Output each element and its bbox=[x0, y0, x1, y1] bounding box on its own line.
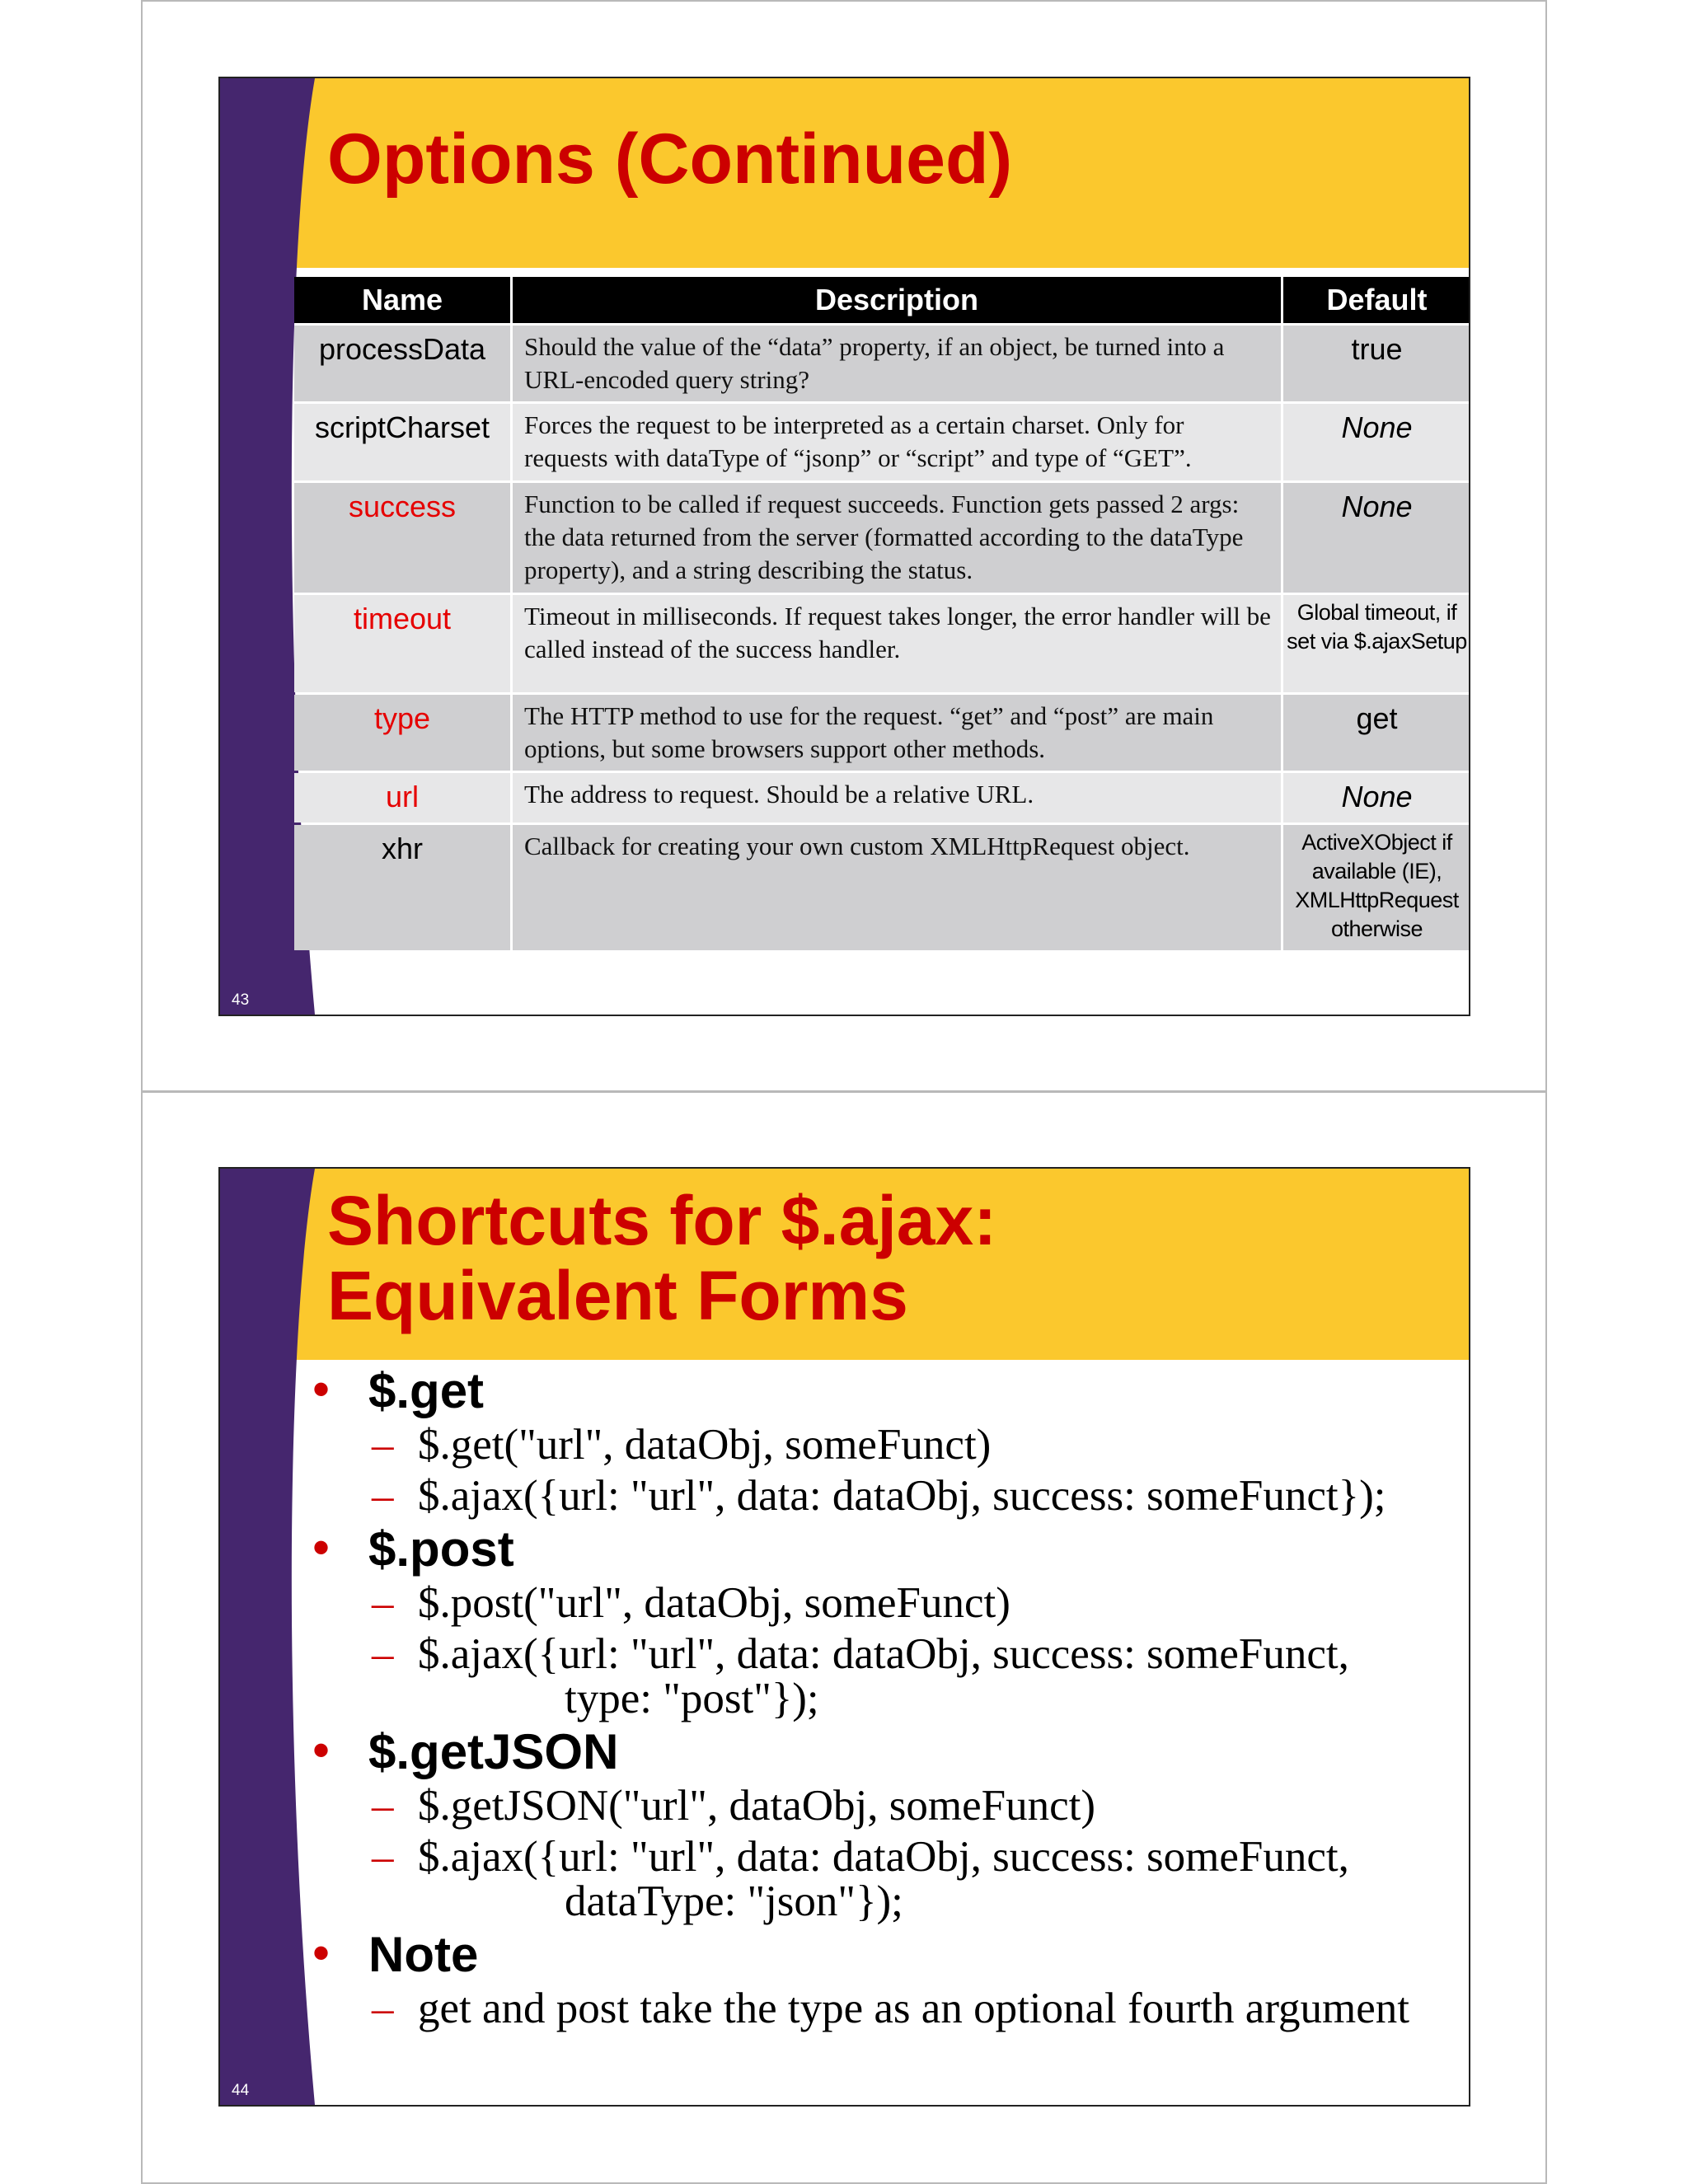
header-description: Description bbox=[513, 277, 1281, 323]
sub-bullet-text: $.getJSON("url", dataObj, someFunct) bbox=[418, 1782, 1095, 1830]
sub-bullet-text: get and post take the type as an optional fourth argument bbox=[418, 1985, 1409, 2032]
bullet-dot: • bbox=[312, 1722, 331, 1778]
bullet-item bbox=[302, 1521, 1456, 1577]
dash-marker: – bbox=[372, 1630, 394, 1678]
sub-bullet-item bbox=[302, 1780, 1456, 1831]
table-header-row bbox=[294, 277, 1470, 323]
bullet-dot: • bbox=[312, 1925, 331, 1980]
dash-marker: – bbox=[372, 1579, 394, 1627]
option-description: The address to request. Should be a relative URL. bbox=[513, 773, 1281, 823]
dash-marker: – bbox=[372, 1782, 394, 1830]
dash-marker: – bbox=[372, 1421, 394, 1469]
option-default: Global timeout, if set via $.ajaxSetup bbox=[1283, 595, 1470, 692]
slide-title-line-1: Shortcuts for $.ajax: bbox=[327, 1182, 997, 1259]
option-default: ActiveXObject if available (IE), XMLHttpRequest otherwise bbox=[1283, 825, 1470, 950]
option-name: timeout bbox=[294, 595, 510, 692]
slide-title: Options (Continued) bbox=[327, 120, 1013, 199]
slide-43 bbox=[218, 77, 1470, 1016]
header-default: Default bbox=[1283, 277, 1470, 323]
sub-bullet-text: $.post("url", dataObj, someFunct) bbox=[418, 1579, 1010, 1627]
sub-bullet-text: $.ajax({url: "url", data: dataObj, success: someFunct, bbox=[418, 1630, 1349, 1678]
header-name: Name bbox=[294, 277, 510, 323]
option-description: Callback for creating your own custom XMLHttpRequest object. bbox=[513, 825, 1281, 950]
slide-title bbox=[327, 1183, 996, 1333]
sub-bullet-text: $.get("url", dataObj, someFunct) bbox=[418, 1421, 992, 1469]
option-name: url bbox=[294, 773, 510, 823]
option-name: success bbox=[294, 483, 510, 593]
slide-number: 43 bbox=[232, 991, 250, 1009]
option-name: scriptCharset bbox=[294, 404, 510, 480]
sub-bullet-item bbox=[302, 1419, 1456, 1470]
bullet-label: $.post bbox=[368, 1521, 514, 1577]
option-description: Function to be called if request succeeds. Function gets passed 2 args: the data returned from the server (formatted according to the dataType property), and a string describing the status. bbox=[513, 483, 1281, 593]
table-row bbox=[294, 483, 1470, 593]
option-default: None bbox=[1283, 773, 1470, 823]
table-row bbox=[294, 825, 1470, 950]
bullet-label: $.get bbox=[368, 1363, 485, 1418]
bullet-item bbox=[302, 1927, 1456, 1983]
dash-marker: – bbox=[372, 1833, 394, 1881]
sub-bullet-continuation: type: "post"}); bbox=[565, 1675, 819, 1722]
sub-bullet-item bbox=[302, 1831, 1456, 1927]
option-name: processData bbox=[294, 326, 510, 401]
sub-bullet-continuation: dataType: "json"}); bbox=[565, 1877, 903, 1925]
option-default: get bbox=[1283, 695, 1470, 771]
bullet-item bbox=[302, 1363, 1456, 1419]
bullet-list bbox=[302, 1360, 1456, 2034]
option-name: xhr bbox=[294, 825, 510, 950]
sub-bullet-item bbox=[302, 1983, 1456, 2034]
dash-marker: – bbox=[372, 1472, 394, 1520]
option-description: Timeout in milliseconds. If request takes longer, the error handler will be called instead of the success handler. bbox=[513, 595, 1281, 692]
sub-bullet-text: $.ajax({url: "url", data: dataObj, success: someFunct}); bbox=[418, 1472, 1386, 1520]
bullet-item bbox=[302, 1724, 1456, 1780]
slide-number: 44 bbox=[232, 2082, 250, 2099]
bullet-dot: • bbox=[312, 1520, 331, 1575]
dash-marker: – bbox=[372, 1985, 394, 2032]
slide-44 bbox=[218, 1167, 1470, 2107]
bullet-label: $.getJSON bbox=[368, 1724, 619, 1779]
table-row bbox=[294, 404, 1470, 480]
bullet-dot: • bbox=[312, 1361, 331, 1417]
option-default: true bbox=[1283, 326, 1470, 401]
slide-title-line-2: Equivalent Forms bbox=[327, 1257, 908, 1334]
table-row bbox=[294, 595, 1470, 692]
sub-bullet-text: $.ajax({url: "url", data: dataObj, success: someFunct, bbox=[418, 1833, 1349, 1881]
table-row bbox=[294, 326, 1470, 401]
option-default: None bbox=[1283, 404, 1470, 480]
bullet-label: Note bbox=[368, 1927, 479, 1982]
option-description: The HTTP method to use for the request. “get” and “post” are main options, but some browsers support other methods. bbox=[513, 695, 1281, 771]
option-description: Forces the request to be interpreted as a certain charset. Only for requests with dataType of “jsonp” or “script” and type of “GET”. bbox=[513, 404, 1281, 480]
option-default: None bbox=[1283, 483, 1470, 593]
table-row bbox=[294, 773, 1470, 823]
option-name: type bbox=[294, 695, 510, 771]
sub-bullet-item bbox=[302, 1577, 1456, 1629]
sub-bullet-item bbox=[302, 1629, 1456, 1724]
options-table bbox=[292, 274, 1470, 953]
table-row bbox=[294, 695, 1470, 771]
option-description: Should the value of the “data” property, if an object, be turned into a URL-encoded query string? bbox=[513, 326, 1281, 401]
sub-bullet-item bbox=[302, 1470, 1456, 1521]
